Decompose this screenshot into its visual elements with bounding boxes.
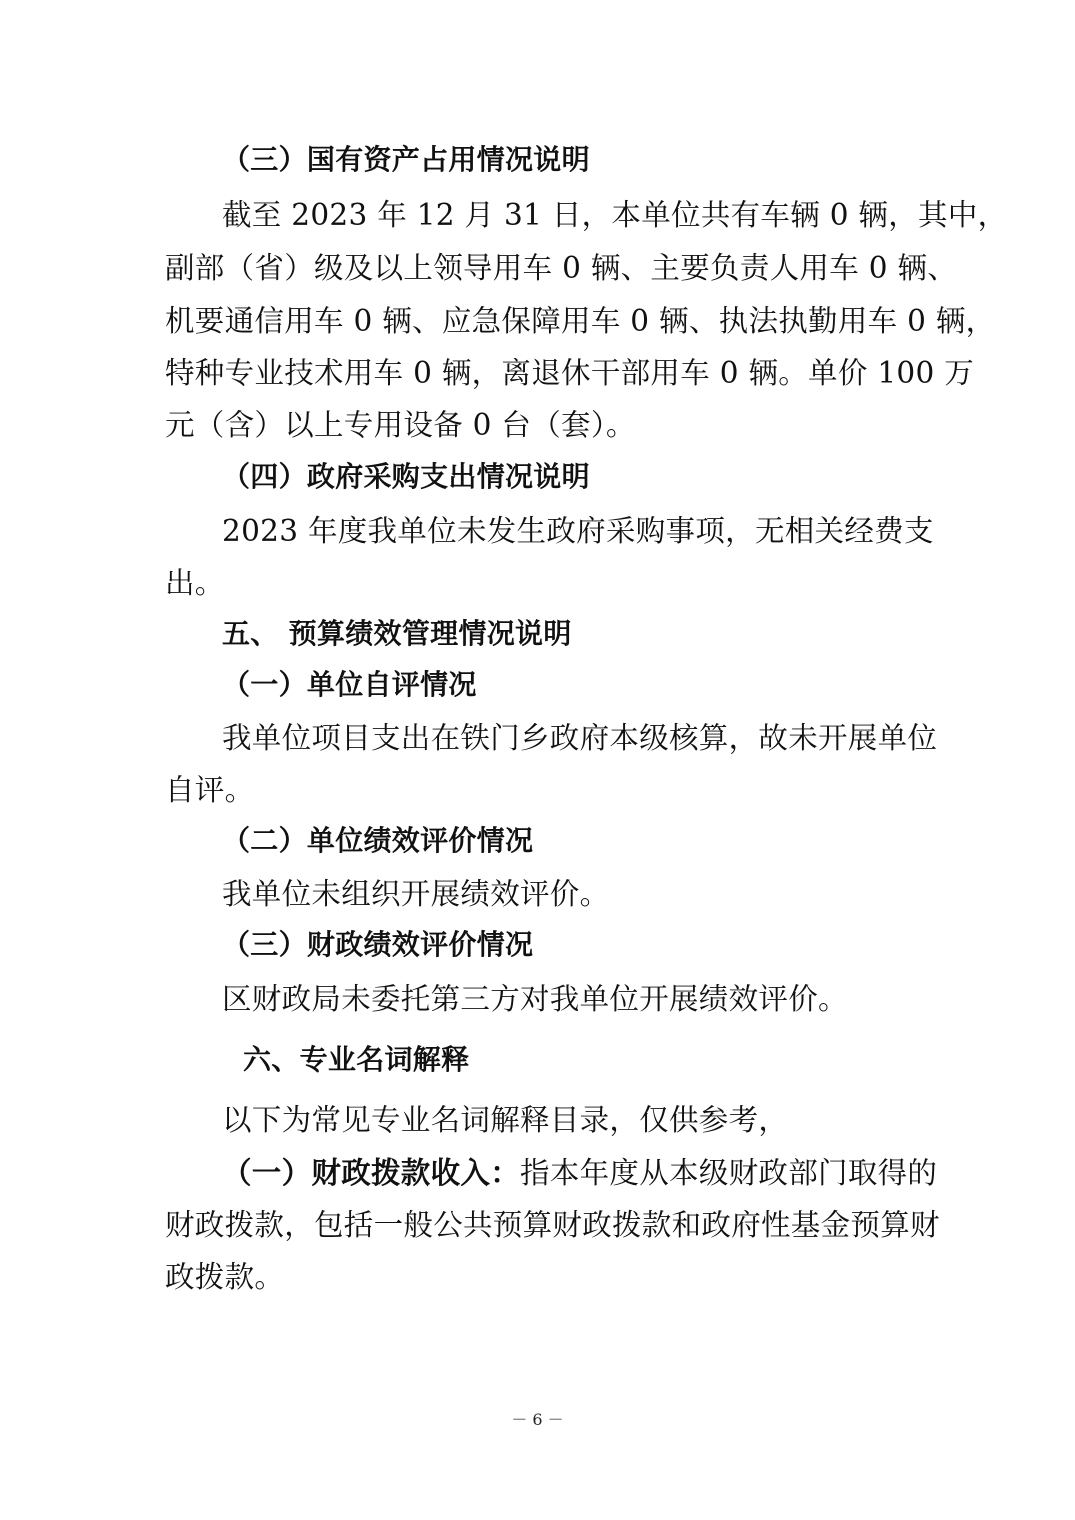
paragraph-line: 自评。 <box>165 773 255 807</box>
paragraph-line: 我单位未组织开展绩效评价。 <box>222 877 610 911</box>
glossary-term: （一）财政拨款收入： <box>222 1156 521 1190</box>
subsection-heading-unit-evaluation: （二）单位绩效评价情况 <box>222 824 534 857</box>
paragraph-line: 特种专业技术用车 0 辆，离退休干部用车 0 辆。单价 100 万 <box>165 356 975 390</box>
section-heading-glossary: 六、专业名词解释 <box>243 1043 470 1076</box>
section-heading-performance: 五、 预算绩效管理情况说明 <box>222 617 572 650</box>
page-number: － 6 － <box>511 1410 564 1429</box>
paragraph-line: 副部（省）级及以上领导用车 0 辆、主要负责人用车 0 辆、 <box>165 251 958 285</box>
paragraph-line: 2023 年度我单位未发生政府采购事项，无相关经费支 <box>222 514 934 548</box>
subsection-heading-self-evaluation: （一）单位自评情况 <box>222 668 477 701</box>
section-heading-state-assets: （三）国有资产占用情况说明 <box>222 143 590 176</box>
paragraph-line: 财政拨款，包括一般公共预算财政拨款和政府性基金预算财 <box>165 1208 940 1242</box>
glossary-entry-first-line <box>222 1153 938 1193</box>
paragraph-line: 政拨款。 <box>165 1260 285 1294</box>
paragraph-line: 截至 2023 年 12 月 31 日，本单位共有车辆 0 辆，其中， <box>222 198 1008 232</box>
section-heading-procurement: （四）政府采购支出情况说明 <box>222 460 590 493</box>
paragraph-line: 区财政局未委托第三方对我单位开展绩效评价。 <box>222 982 848 1016</box>
paragraph-line: 机要通信用车 0 辆、应急保障用车 0 辆、执法执勤用车 0 辆， <box>165 304 996 338</box>
paragraph-line: 出。 <box>165 566 225 600</box>
paragraph-line: 以下为常见专业名词解释目录，仅供参考， <box>222 1103 789 1137</box>
subsection-heading-finance-evaluation: （三）财政绩效评价情况 <box>222 928 534 961</box>
paragraph-line: 我单位项目支出在铁门乡政府本级核算，故未开展单位 <box>222 721 938 755</box>
glossary-definition: 指本年度从本级财政部门取得的 <box>520 1156 938 1190</box>
paragraph-line: 元（含）以上专用设备 0 台（套）。 <box>165 408 636 442</box>
